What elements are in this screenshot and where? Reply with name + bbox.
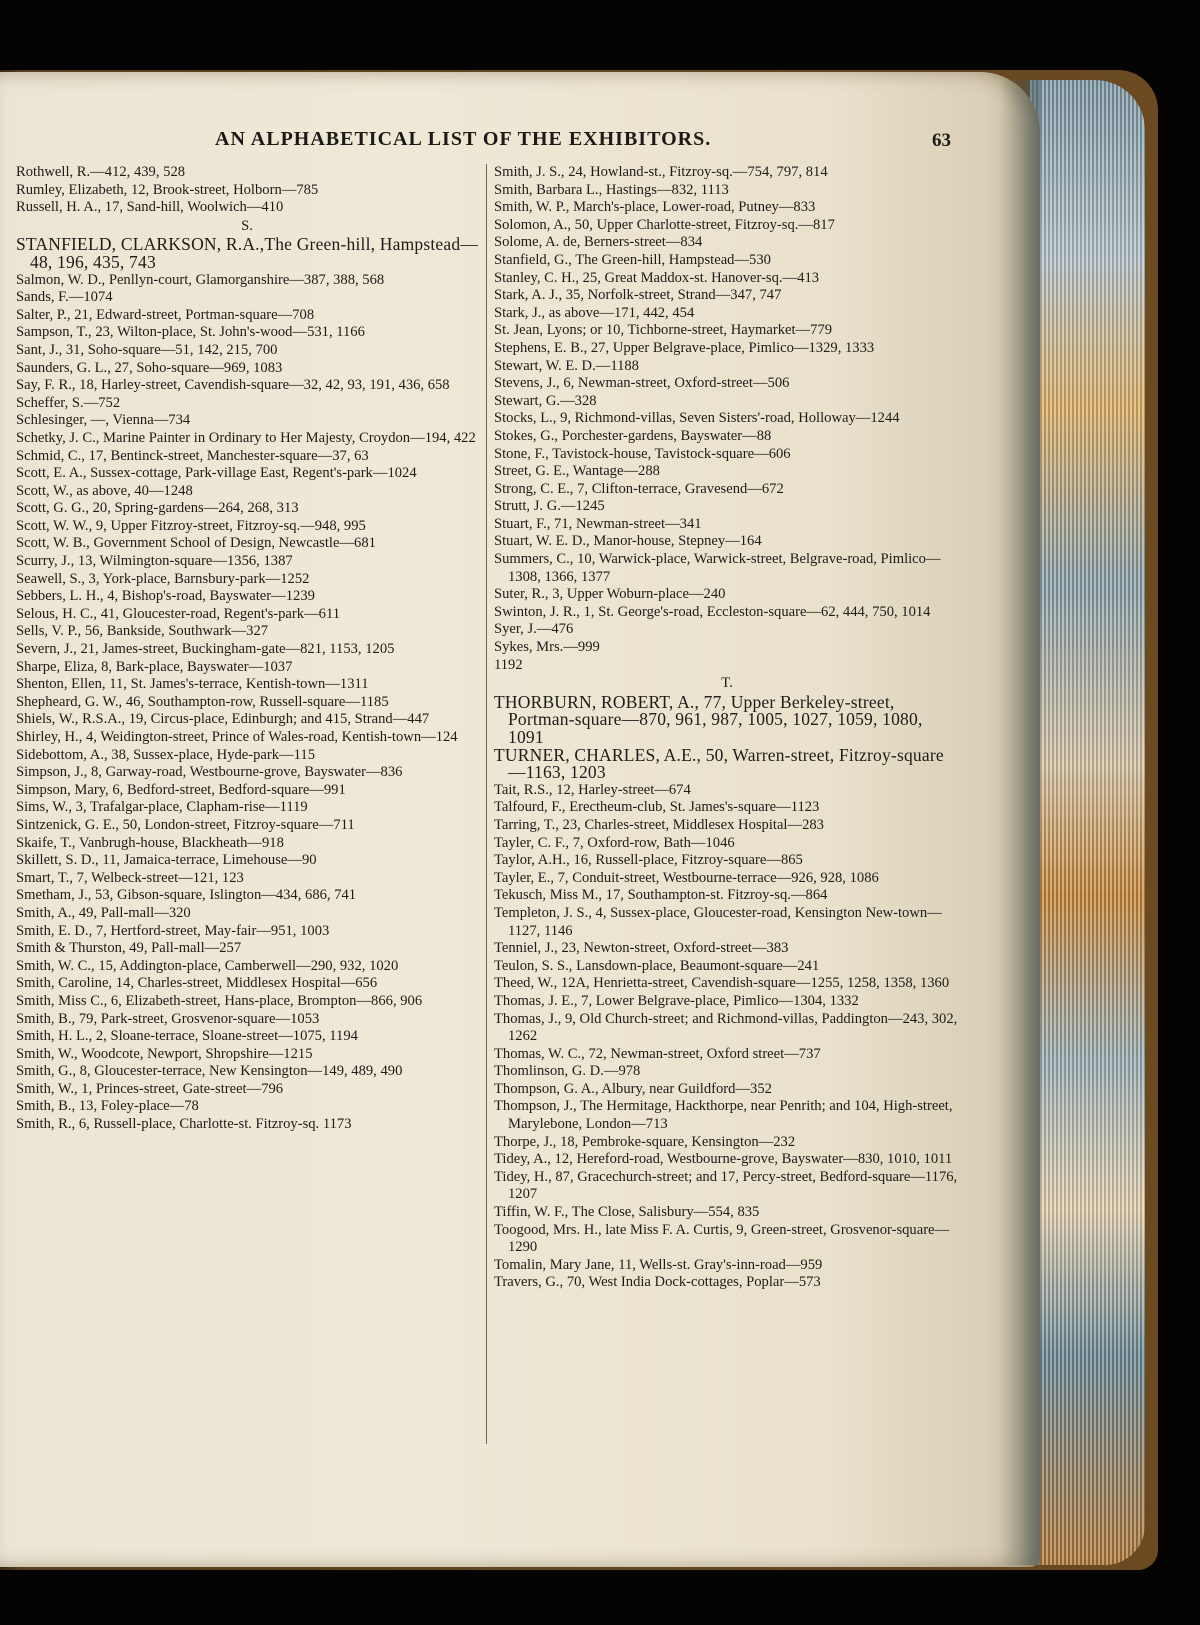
list-item: Tidey, A., 12, Hereford-road, Westbourne-grove, Bayswater—830, 1010, 1011 — [494, 1151, 953, 1168]
list-item: Templeton, J. S., 4, Sussex-place, Gloucester-road, Kensington New-town—1127, 1146 — [494, 904, 942, 939]
featured-entry-thorburn: THORBURN, ROBERT, A., 77, Upper Berkeley-street, Portman-square—870, 961, 987, 1005, 1027, 1059, 1080, 1091 — [494, 691, 923, 747]
list-item: Sant, J., 31, Soho-square—51, 142, 215, 700 — [16, 341, 278, 358]
list-item: Theed, W., 12A, Henrietta-street, Cavendish-square—1255, 1258, 1358, 1360 — [494, 975, 950, 992]
list-item: Skaife, T., Vanbrugh-house, Blackheath—918 — [16, 834, 284, 851]
list-item: Strong, C. E., 7, Clifton-terrace, Gravesend—672 — [494, 480, 784, 497]
list-item: Scott, W. B., Government School of Design, Newcastle—681 — [16, 535, 376, 552]
list-item: Smart, T., 7, Welbeck-street—121, 123 — [16, 869, 244, 886]
list-item: Sykes, Mrs.—999 — [494, 639, 600, 656]
list-item: Scott, W. W., 9, Upper Fitzroy-street, Fitzroy-sq.—948, 995 — [16, 517, 366, 534]
list-item: 1192 — [494, 656, 523, 673]
list-item: Stocks, L., 9, Richmond-villas, Seven Sisters'-road, Holloway—1244 — [494, 410, 900, 427]
list-item: Tekusch, Miss M., 17, Southampton-st. Fitzroy-sq.—864 — [494, 887, 828, 904]
list-item: Shirley, H., 4, Weidington-street, Prince of Wales-road, Kentish-town—124 — [16, 729, 458, 745]
list-item: Smith, W., 1, Princes-street, Gate-street—796 — [16, 1080, 284, 1097]
list-item: Thomas, J., 9, Old Church-street; and Richmond-villas, Paddington—243, 302, 1262 — [494, 1010, 958, 1045]
list-item: Sebbers, L. H., 4, Bishop's-road, Bayswater—1239 — [16, 588, 315, 605]
list-item: Simpson, Mary, 6, Bedford-street, Bedford-square—991 — [16, 781, 346, 798]
list-item: Scurry, J., 13, Wilmington-square—1356, 1387 — [16, 553, 293, 570]
list-item: Swinton, J. R., 1, St. George's-road, Eccleston-square—62, 444, 750, 1014 — [494, 603, 931, 620]
list-item: Stark, J., as above—171, 442, 454 — [494, 304, 695, 321]
list-item: Shenton, Ellen, 11, St. James's-terrace, Kentish-town—1311 — [16, 676, 369, 693]
section-letter-t: T. — [721, 675, 733, 692]
list-item: Russell, H. A., 17, Sand-hill, Woolwich—410 — [16, 199, 284, 216]
list-item: Summers, C., 10, Warwick-place, Warwick-street, Belgrave-road, Pimlico—1308, 1366, 1377 — [494, 551, 941, 585]
list-item: Smith, A., 49, Pall-mall—320 — [16, 904, 191, 921]
list-item: Teulon, S. S., Lansdown-place, Beaumont-square—241 — [494, 957, 820, 974]
list-item: Schmid, C., 17, Bentinck-street, Manchester-square—37, 63 — [16, 447, 369, 464]
entry-list-s — [16, 272, 478, 1134]
list-item: Schetky, J. C., Marine Painter in Ordinary to Her Majesty, Croydon—194, 422 — [16, 429, 476, 446]
list-item: Tayler, E., 7, Conduit-street, Westbourne-terrace—926, 928, 1086 — [494, 869, 879, 886]
page-header — [0, 128, 960, 154]
list-item: Smith, W. P., March's-place, Lower-road, Putney—833 — [494, 199, 816, 216]
list-item: Seawell, S., 3, York-place, Barnsbury-park—1252 — [16, 570, 310, 587]
column-divider — [486, 164, 487, 1444]
list-item: Scheffer, S.—752 — [16, 394, 121, 411]
list-item: Stark, A. J., 35, Norfolk-street, Strand—347, 747 — [494, 287, 782, 304]
list-item: Tayler, C. F., 7, Oxford-row, Bath—1046 — [494, 834, 735, 851]
list-item: Sharpe, Eliza, 8, Bark-place, Bayswater—1037 — [16, 658, 293, 675]
list-item: Sands, F.—1074 — [16, 289, 113, 306]
list-item: Simpson, J., 8, Garway-road, Westbourne-grove, Bayswater—836 — [16, 764, 403, 781]
list-item: Smetham, J., 53, Gibson-square, Islington—434, 686, 741 — [16, 887, 357, 904]
list-item: Thompson, J., The Hermitage, Hackthorpe, near Penrith; and 104, High-street, Marylebone, London—713 — [494, 1098, 953, 1133]
list-item: Saunders, G. L., 27, Soho-square—969, 1083 — [16, 359, 283, 376]
list-item: Tait, R.S., 12, Harley-street—674 — [494, 781, 691, 798]
list-item: Smith, B., 13, Foley-place—78 — [16, 1098, 199, 1115]
list-item: Sells, V. P., 56, Bankside, Southwark—327 — [16, 623, 269, 640]
list-item: Smith, H. L., 2, Sloane-terrace, Sloane-street—1075, 1194 — [16, 1028, 358, 1045]
list-item: Stephens, E. B., 27, Upper Belgrave-place, Pimlico—1329, 1333 — [494, 339, 875, 356]
list-item: Schlesinger, —, Vienna—734 — [16, 412, 191, 429]
list-item: Stuart, F., 71, Newman-street—341 — [494, 515, 702, 532]
list-item: Suter, R., 3, Upper Woburn-place—240 — [494, 586, 726, 603]
marbled-fore-edge — [1030, 80, 1145, 1565]
list-item: Strutt, J. G.—1245 — [494, 498, 605, 515]
list-item: Smith, W. C., 15, Addington-place, Camberwell—290, 932, 1020 — [16, 957, 399, 974]
left-column — [16, 164, 478, 1134]
list-item: Thomas, W. C., 72, Newman-street, Oxford street—737 — [494, 1045, 821, 1062]
list-item: Scott, G. G., 20, Spring-gardens—264, 268, 313 — [16, 500, 299, 517]
list-item: Stanfield, G., The Green-hill, Hampstead—530 — [494, 251, 771, 268]
list-item: Tidey, H., 87, Gracechurch-street; and 17, Percy-street, Bedford-square—1176, 1207 — [494, 1168, 958, 1203]
page-edge-shadow — [1000, 80, 1040, 1565]
entry-list-r — [16, 164, 478, 217]
list-item: Smith, Barbara L., Hastings—832, 1113 — [494, 181, 729, 198]
list-item: Sintzenick, G. E., 50, London-street, Fitzroy-square—711 — [16, 816, 355, 833]
list-item: Solome, A. de, Berners-street—834 — [494, 234, 703, 251]
list-item: Rumley, Elizabeth, 12, Brook-street, Holborn—785 — [16, 181, 319, 198]
list-item: Solomon, A., 50, Upper Charlotte-street, Fitzroy-sq.—817 — [494, 216, 835, 233]
list-item: Smith, Miss C., 6, Elizabeth-street, Hans-place, Brompton—866, 906 — [16, 992, 423, 1009]
list-item: Syer, J.—476 — [494, 621, 574, 638]
list-item: Tenniel, J., 23, Newton-street, Oxford-street—383 — [494, 940, 789, 957]
list-item: Selous, H. C., 41, Gloucester-road, Regent's-park—611 — [16, 605, 341, 622]
list-item: Stanley, C. H., 25, Great Maddox-st. Hanover-sq.—413 — [494, 269, 820, 286]
list-item: Skillett, S. D., 11, Jamaica-terrace, Limehouse—90 — [16, 852, 317, 869]
list-item: Thorpe, J., 18, Pembroke-square, Kensington—232 — [494, 1133, 796, 1150]
list-item: Smith, R., 6, Russell-place, Charlotte-st. Fitzroy-sq. 1173 — [16, 1116, 352, 1133]
list-item: Salmon, W. D., Penllyn-court, Glamorganshire—387, 388, 568 — [16, 271, 385, 288]
list-item: Stuart, W. E. D., Manor-house, Stepney—164 — [494, 533, 762, 550]
list-item: St. Jean, Lyons; or 10, Tichborne-street, Haymarket—779 — [494, 322, 833, 339]
list-item: Sidebottom, A., 38, Sussex-place, Hyde-park—115 — [16, 746, 315, 763]
list-item: Smith, B., 79, Park-street, Grosvenor-square—1053 — [16, 1010, 320, 1027]
list-item: Tomalin, Mary Jane, 11, Wells-st. Gray's-inn-road—959 — [494, 1256, 823, 1273]
list-item: Stewart, W. E. D.—1188 — [494, 357, 639, 374]
list-item: Travers, G., 70, West India Dock-cottages, Poplar—573 — [494, 1274, 821, 1291]
list-item: Smith, J. S., 24, Howland-st., Fitzroy-sq.—754, 797, 814 — [494, 164, 828, 180]
list-item: Shepheard, G. W., 46, Southampton-row, Russell-square—1185 — [16, 693, 389, 710]
list-item: Stokes, G., Porchester-gardens, Bayswater—88 — [494, 427, 772, 444]
list-item: Smith, Caroline, 14, Charles-street, Middlesex Hospital—656 — [16, 975, 378, 992]
list-item: Sims, W., 3, Trafalgar-place, Clapham-rise—1119 — [16, 799, 308, 816]
list-item: Scott, E. A., Sussex-cottage, Park-village East, Regent's-park—1024 — [16, 465, 417, 482]
entry-list-t — [494, 782, 960, 1292]
list-item: Smith, E. D., 7, Hertford-street, May-fair—951, 1003 — [16, 922, 330, 939]
featured-entry-turner: TURNER, CHARLES, A.E., 50, Warren-street, Fitzroy-square—1163, 1203 — [494, 744, 944, 783]
list-item: Taylor, A.H., 16, Russell-place, Fitzroy-square—865 — [494, 852, 803, 869]
list-item: Talfourd, F., Erectheum-club, St. James's-square—1123 — [494, 799, 820, 816]
page-number: 63 — [932, 130, 951, 151]
list-item: Toogood, Mrs. H., late Miss F. A. Curtis, 9, Green-street, Grosvenor-square—1290 — [494, 1221, 950, 1256]
featured-entry-stanfield: STANFIELD, CLARKSON, R.A.,The Green-hill, Hampstead—48, 196, 435, 743 — [16, 234, 478, 272]
list-item: Tarring, T., 23, Charles-street, Middlesex Hospital—283 — [494, 816, 824, 833]
list-item: Smith, G., 8, Gloucester-terrace, New Kensington—149, 489, 490 — [16, 1063, 403, 1080]
list-item: Shiels, W., R.S.A., 19, Circus-place, Edinburgh; and 415, Strand—447 — [16, 711, 430, 728]
list-item: Scott, W., as above, 40—1248 — [16, 482, 193, 499]
list-item: Sampson, T., 23, Wilton-place, St. John's-wood—531, 1166 — [16, 324, 365, 341]
right-column — [494, 164, 960, 1292]
list-item: Say, F. R., 18, Harley-street, Cavendish-square—32, 42, 93, 191, 436, 658 — [16, 377, 450, 394]
section-letter-s: S. — [241, 217, 253, 234]
list-item: Stone, F., Tavistock-house, Tavistock-square—606 — [494, 445, 791, 462]
list-item: Tiffin, W. F., The Close, Salisbury—554, 835 — [494, 1204, 760, 1221]
list-item: Thomlinson, G. D.—978 — [494, 1063, 641, 1080]
list-item: Salter, P., 21, Edward-street, Portman-square—708 — [16, 306, 315, 323]
entry-list-s-continued — [494, 164, 960, 674]
list-item: Thomas, J. E., 7, Lower Belgrave-place, Pimlico—1304, 1332 — [494, 992, 859, 1009]
list-item: Severn, J., 21, James-street, Buckingham-gate—821, 1153, 1205 — [16, 641, 395, 658]
list-item: Smith & Thurston, 49, Pall-mall—257 — [16, 940, 242, 957]
list-item: Stevens, J., 6, Newman-street, Oxford-street—506 — [494, 375, 790, 392]
list-item: Smith, W., Woodcote, Newport, Shropshire—1215 — [16, 1045, 313, 1062]
list-item: Rothwell, R.—412, 439, 528 — [16, 164, 186, 180]
list-item: Thompson, G. A., Albury, near Guildford—352 — [494, 1080, 772, 1097]
list-item: Stewart, G.—328 — [494, 392, 597, 409]
running-title: AN ALPHABETICAL LIST OF THE EXHIBITORS. — [215, 128, 712, 150]
list-item: Street, G. E., Wantage—288 — [494, 463, 660, 480]
